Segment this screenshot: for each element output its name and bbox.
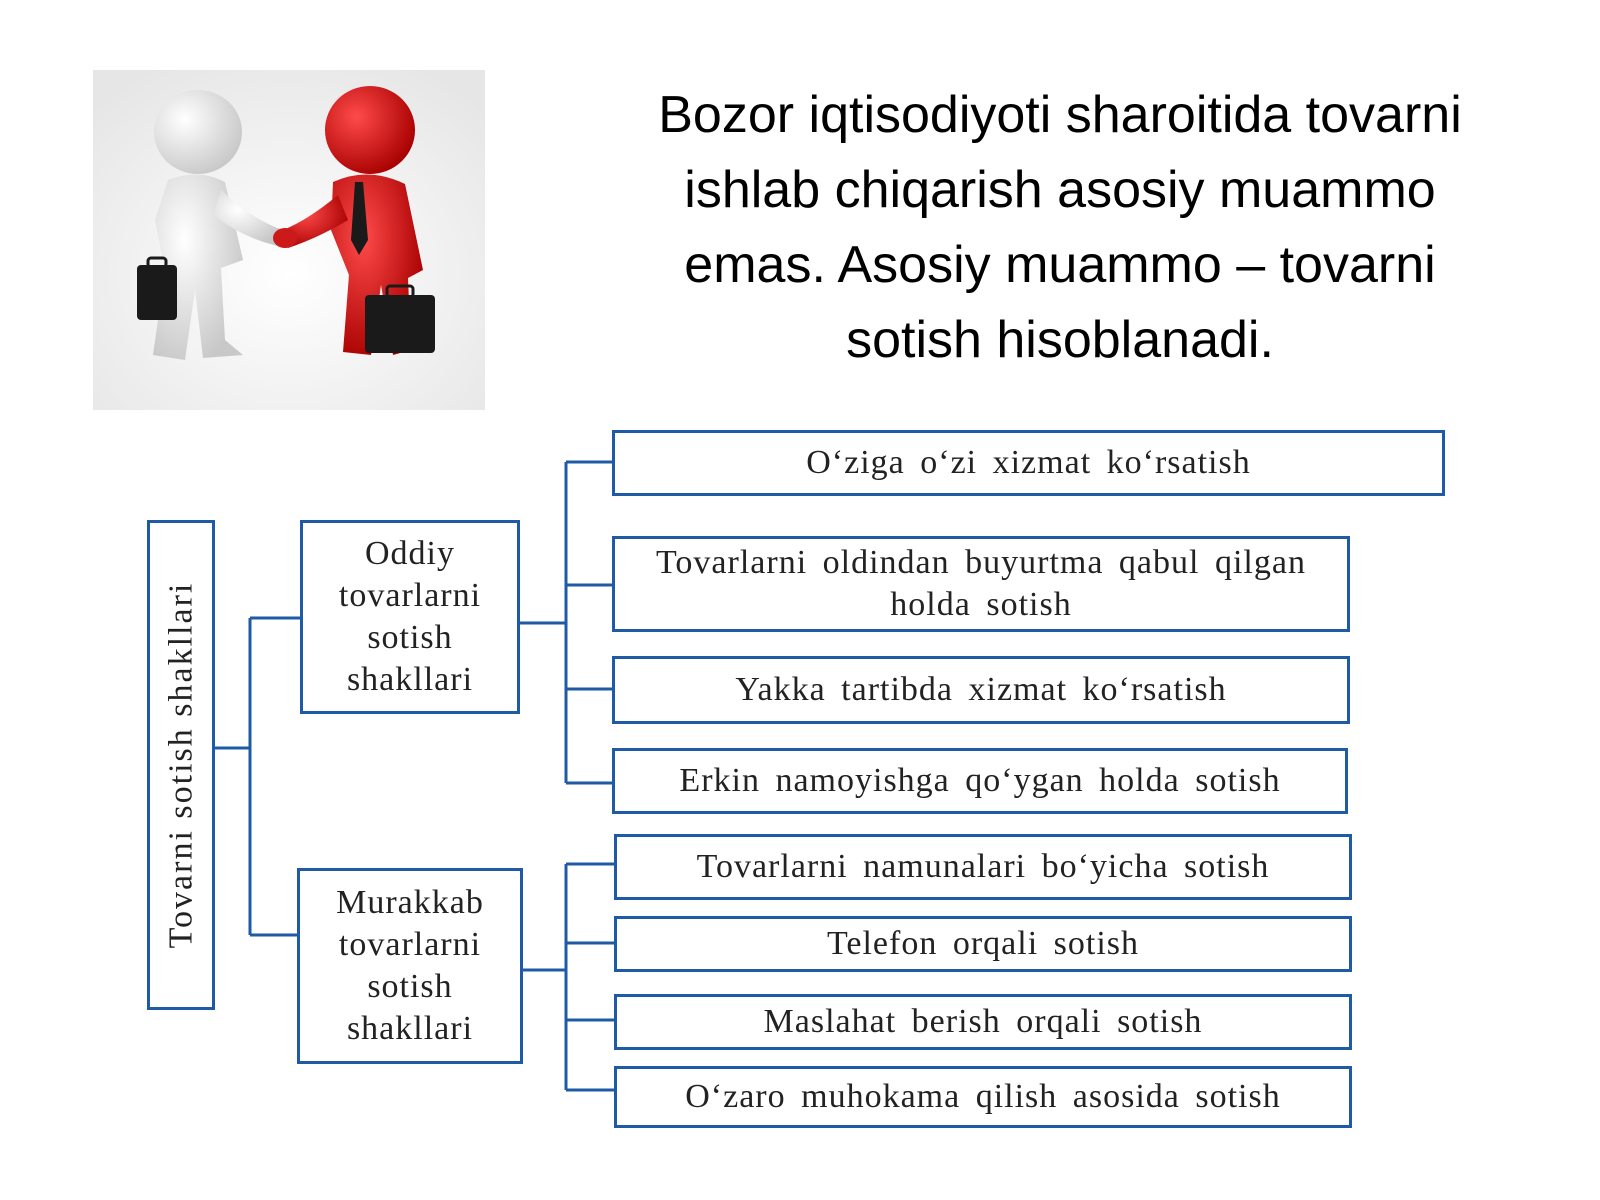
leaf-node-label: Tovarlarni namunalari bo‘yicha sotish: [696, 848, 1270, 885]
leaf-node-label: Yakka tartibda xizmat ko‘rsatish: [735, 671, 1227, 708]
leaf-node-label: Telefon orqali sotish: [826, 925, 1139, 962]
group-node-complex: [297, 868, 523, 1064]
leaf-node: [612, 748, 1348, 814]
leaf-node-label: Tovarlarni oldindan buyurtma qabul qilgan holda sotish: [656, 544, 1306, 623]
root-node: [147, 520, 215, 1010]
leaf-node-label: Maslahat berish orqali sotish: [763, 1003, 1203, 1040]
slide-title: Bozor iqtisodiyoti sharoitida tovarni ishlab chiqarish asosiy muammo emas. Asosiy muammo – tovarni sotish hisoblanadi.: [658, 86, 1462, 369]
root-node-label: Tovarni sotish shakllari: [162, 581, 199, 949]
leaf-node: [612, 430, 1445, 496]
leaf-node: [612, 536, 1350, 632]
group-node-complex-label: Murakkab tovarlarni sotish shakllari: [336, 884, 484, 1047]
group-node-simple: [300, 520, 520, 714]
leaf-node: [614, 834, 1352, 900]
leaf-node: [614, 994, 1352, 1050]
leaf-node: [612, 656, 1350, 724]
leaf-node: [614, 1066, 1352, 1128]
leaf-node-label: O‘ziga o‘zi xizmat ko‘rsatish: [806, 444, 1251, 481]
leaf-node: [614, 916, 1352, 972]
leaf-node-label: Erkin namoyishga qo‘ygan holda sotish: [679, 762, 1281, 799]
group-node-simple-label: Oddiy tovarlarni sotish shakllari: [338, 535, 482, 698]
leaf-node-label: O‘zaro muhokama qilish asosida sotish: [685, 1078, 1281, 1115]
